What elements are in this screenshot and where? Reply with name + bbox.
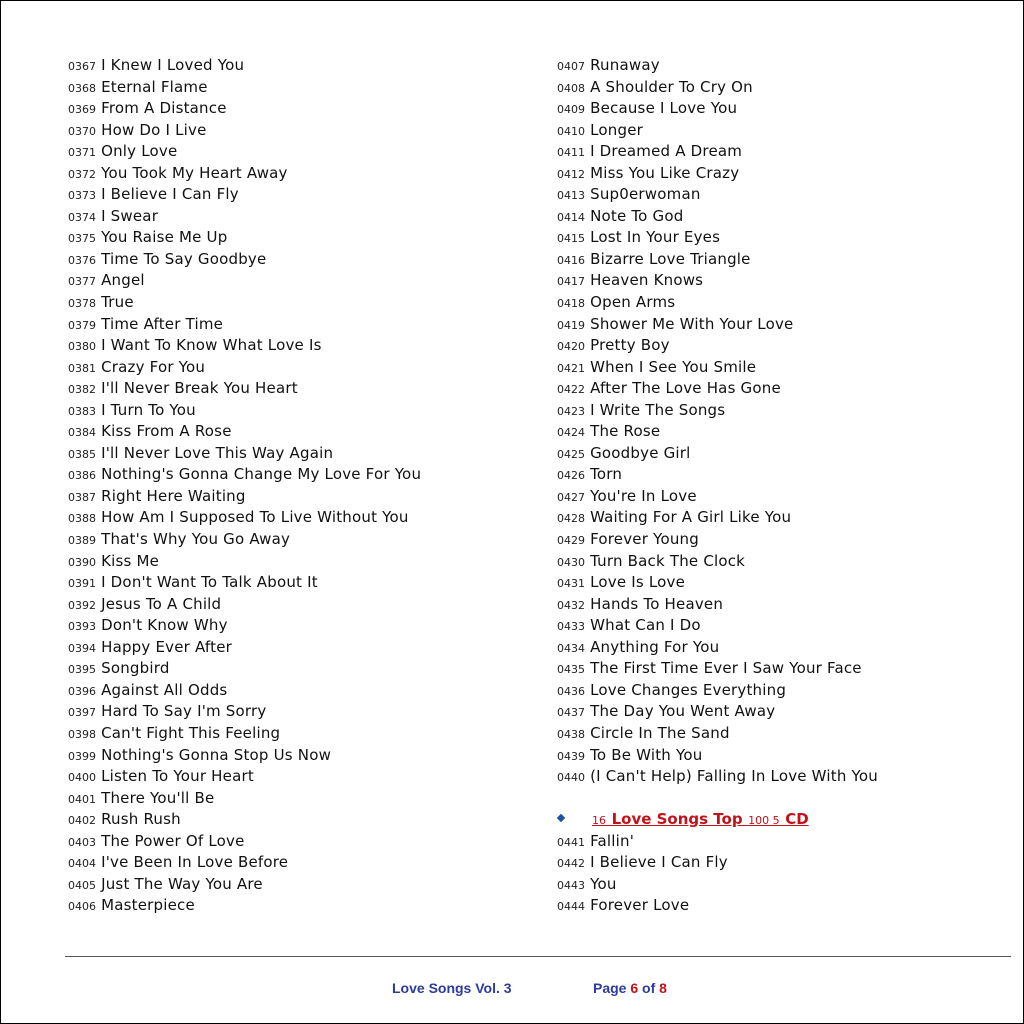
song-title: I Believe I Can Fly [590,853,728,872]
song-number: 0433 [557,620,585,634]
song-number: 0415 [557,232,585,246]
song-row [557,744,997,766]
song-number: 0374 [68,210,96,224]
song-title: A Shoulder To Cry On [590,77,753,96]
song-row [68,528,538,550]
song-row [68,377,538,399]
song-title: I Swear [101,206,159,225]
song-number: 0373 [68,189,96,203]
song-number: 0407 [557,60,585,73]
song-number: 0368 [68,81,96,95]
song-row [557,593,997,615]
song-row [68,722,538,744]
section-heading-text [592,808,809,832]
song-number: 0388 [68,512,96,526]
song-title: Hands To Heaven [590,594,724,613]
song-number: 0402 [68,814,96,828]
song-row [68,765,538,787]
song-number: 0367 [68,60,96,73]
song-title: Miss You Like Crazy [590,163,740,182]
song-number: 0409 [557,103,585,117]
song-title: The Day You Went Away [590,702,776,721]
song-title: Love Changes Everything [590,680,787,699]
song-number: 0421 [557,361,585,375]
song-row [557,269,997,291]
song-row [557,76,997,98]
song-number: 0376 [68,253,96,267]
song-row [557,291,997,313]
song-title: Happy Ever After [101,637,232,656]
song-row [68,140,538,162]
song-title: True [101,293,134,312]
song-number: 0413 [557,189,585,203]
song-title: Right Here Waiting [101,486,246,505]
song-number: 0417 [557,275,585,289]
song-row [557,183,997,205]
song-number: 0444 [557,900,585,914]
song-row [557,334,997,356]
song-row [68,119,538,141]
song-number: 0442 [557,857,585,871]
section-spacer [557,787,997,809]
song-number: 0436 [557,684,585,698]
section-index: 16 [592,814,606,828]
song-row [68,787,538,809]
song-number: 0386 [68,469,96,483]
song-title: Note To God [590,206,684,225]
song-number: 0382 [68,383,96,397]
song-number: 0370 [68,124,96,138]
song-title: Heaven Knows [590,271,704,290]
song-title: Sup0erwoman [590,185,701,204]
song-list-right [557,54,997,916]
song-number: 0400 [68,771,96,785]
song-row [68,334,538,356]
song-row [557,873,997,895]
song-number: 0440 [557,771,585,785]
song-title: There You'll Be [101,788,215,807]
song-row [557,851,997,873]
song-number: 0398 [68,727,96,741]
song-title: The Rose [590,422,661,441]
song-title: Masterpiece [101,896,195,915]
song-row [68,894,538,916]
song-number: 0393 [68,620,96,634]
song-title: Time After Time [101,314,224,333]
song-number: 0423 [557,404,585,418]
footer-page-total: 8 [659,980,667,996]
song-title: You [590,874,617,893]
song-row [68,76,538,98]
song-row [557,722,997,744]
song-row [557,679,997,701]
song-row [68,550,538,572]
song-number: 0431 [557,577,585,591]
song-title: Jesus To A Child [101,594,222,613]
song-row [68,830,538,852]
song-title: I Want To Know What Love Is [101,336,322,355]
song-title: Angel [101,271,145,290]
song-number: 0406 [68,900,96,914]
song-row [557,636,997,658]
song-title: Time To Say Goodbye [101,249,267,268]
song-row [557,485,997,507]
song-number: 0404 [68,857,96,871]
song-row [68,593,538,615]
song-row [68,183,538,205]
section-heading [557,808,997,830]
song-row [68,614,538,636]
song-row [557,528,997,550]
song-number: 0394 [68,641,96,655]
song-number: 0390 [68,555,96,569]
song-row [68,97,538,119]
song-row [68,205,538,227]
song-number: 0387 [68,490,96,504]
song-title: You're In Love [590,486,697,505]
song-title: How Am I Supposed To Live Without You [101,508,409,527]
song-title: Just The Way You Are [101,874,263,893]
song-title: Only Love [101,142,178,161]
song-title: That's Why You Go Away [101,530,291,549]
song-row [68,420,538,442]
song-title: Listen To Your Heart [101,767,254,786]
song-title: Nothing's Gonna Stop Us Now [101,745,332,764]
song-number: 0414 [557,210,585,224]
song-number: 0412 [557,167,585,181]
song-row [557,571,997,593]
song-title: After The Love Has Gone [590,379,781,398]
song-row [557,506,997,528]
song-number: 0418 [557,297,585,311]
song-number: 0443 [557,878,585,892]
song-number: 0381 [68,361,96,375]
song-row [557,119,997,141]
footer-album-title: Love Songs Vol. 3 [392,980,512,996]
song-row [68,657,538,679]
song-row [557,313,997,335]
song-row [68,873,538,895]
song-title: Longer [590,120,643,139]
song-number: 0396 [68,684,96,698]
song-row [68,248,538,270]
song-number: 0439 [557,749,585,763]
song-title: I Turn To You [101,400,196,419]
song-list-left [68,54,538,916]
song-title: Hard To Say I'm Sorry [101,702,267,721]
song-number: 0419 [557,318,585,332]
song-number: 0391 [68,577,96,591]
song-number: 0429 [557,534,585,548]
song-number: 0432 [557,598,585,612]
song-title: Love Is Love [590,573,686,592]
song-title: I Believe I Can Fly [101,185,239,204]
song-number: 0424 [557,426,585,440]
song-row [68,442,538,464]
song-row [557,614,997,636]
song-number: 0422 [557,383,585,397]
song-row [68,679,538,701]
section-media: CD [785,810,809,829]
song-title: Because I Love You [590,99,738,118]
diamond-bullet-icon [557,814,565,822]
song-row [68,463,538,485]
song-title: Fallin' [590,831,635,850]
song-number: 0405 [68,878,96,892]
song-number: 0441 [557,835,585,849]
song-title: Runaway [590,56,660,74]
song-number: 0411 [557,146,585,160]
song-title: I Dreamed A Dream [590,142,743,161]
song-row [68,269,538,291]
song-row [557,399,997,421]
song-title: Kiss Me [101,551,160,570]
footer-divider [65,956,1011,957]
song-row [68,291,538,313]
song-row [68,162,538,184]
song-title: Rush Rush [101,810,181,829]
song-row [557,765,997,787]
song-title: I've Been In Love Before [101,853,289,872]
song-title: Torn [590,465,623,484]
song-title: I'll Never Love This Way Again [101,443,334,462]
song-number: 0397 [68,706,96,720]
song-title: Open Arms [590,293,676,312]
song-number: 0377 [68,275,96,289]
song-number: 0410 [557,124,585,138]
song-row [68,485,538,507]
song-number: 0375 [68,232,96,246]
footer-of-word: of [642,980,656,996]
song-row [557,442,997,464]
song-row [557,54,997,76]
song-title: You Raise Me Up [101,228,228,247]
song-number: 0378 [68,297,96,311]
song-title: Goodbye Girl [590,443,691,462]
song-number: 0383 [68,404,96,418]
song-row [557,205,997,227]
song-row [68,808,538,830]
song-number: 0430 [557,555,585,569]
song-row [557,830,997,852]
song-title: I Knew I Loved You [101,56,245,74]
song-number: 0401 [68,792,96,806]
song-row [68,506,538,528]
song-title: Nothing's Gonna Change My Love For You [101,465,422,484]
song-title: To Be With You [590,745,703,764]
song-number: 0372 [68,167,96,181]
song-number: 0435 [557,663,585,677]
song-title: Eternal Flame [101,77,208,96]
song-row [557,356,997,378]
song-title: The Power Of Love [101,831,245,850]
song-number: 0395 [68,663,96,677]
song-title: I'll Never Break You Heart [101,379,298,398]
song-title: What Can I Do [590,616,701,635]
song-row [557,377,997,399]
song-number: 0427 [557,490,585,504]
song-row [68,313,538,335]
song-row [557,550,997,572]
section-song-rows [557,830,997,916]
song-row [557,226,997,248]
song-number: 0434 [557,641,585,655]
song-row [557,894,997,916]
song-number: 0428 [557,512,585,526]
song-title: When I See You Smile [590,357,757,376]
song-number: 0380 [68,340,96,354]
song-row [68,399,538,421]
song-number: 0369 [68,103,96,117]
section-title: Love Songs Top [611,810,743,829]
song-title: Bizarre Love Triangle [590,249,751,268]
song-number: 0408 [557,81,585,95]
song-title: I Don't Want To Talk About It [101,573,318,592]
footer-page-indicator [593,980,667,996]
song-title: I Write The Songs [590,400,726,419]
song-row [68,571,538,593]
song-row [557,140,997,162]
song-title: Kiss From A Rose [101,422,232,441]
song-row [557,248,997,270]
song-row [557,162,997,184]
footer-page-word: Page [593,980,627,996]
song-title: Anything For You [590,637,720,656]
song-number: 0392 [68,598,96,612]
song-title: Can't Fight This Feeling [101,723,281,742]
song-number: 0384 [68,426,96,440]
song-title: Waiting For A Girl Like You [590,508,792,527]
song-title: How Do I Live [101,120,207,139]
song-number: 0403 [68,835,96,849]
song-title: Pretty Boy [590,336,670,355]
song-title: Don't Know Why [101,616,228,635]
song-title: Circle In The Sand [590,723,730,742]
song-row [557,420,997,442]
song-number: 0416 [557,253,585,267]
song-row [557,657,997,679]
song-title: (I Can't Help) Falling In Love With You [590,767,878,786]
song-number: 0371 [68,146,96,160]
song-number: 0385 [68,447,96,461]
song-title: You Took My Heart Away [101,163,288,182]
song-row [68,226,538,248]
song-title: From A Distance [101,99,227,118]
song-title: Turn Back The Clock [590,551,746,570]
song-title: The First Time Ever I Saw Your Face [590,659,862,678]
song-title: Against All Odds [101,680,228,699]
song-row [68,700,538,722]
song-title: Forever Love [590,896,690,915]
section-count: 100 5 [748,814,780,828]
song-row [68,744,538,766]
song-number: 0426 [557,469,585,483]
song-row [68,356,538,378]
song-row [68,851,538,873]
song-row [68,54,538,76]
song-number: 0438 [557,727,585,741]
song-title: Crazy For You [101,357,206,376]
song-title: Forever Young [590,530,699,549]
song-number: 0389 [68,534,96,548]
footer-page-current: 6 [630,980,639,996]
song-number: 0379 [68,318,96,332]
song-row [557,463,997,485]
song-rows-right [557,54,997,787]
song-title: Shower Me With Your Love [590,314,794,333]
song-title: Songbird [101,659,170,678]
song-row [557,700,997,722]
song-row [557,97,997,119]
song-number: 0420 [557,340,585,354]
song-number: 0425 [557,447,585,461]
song-row [68,636,538,658]
song-title: Lost In Your Eyes [590,228,721,247]
song-number: 0399 [68,749,96,763]
song-number: 0437 [557,706,585,720]
